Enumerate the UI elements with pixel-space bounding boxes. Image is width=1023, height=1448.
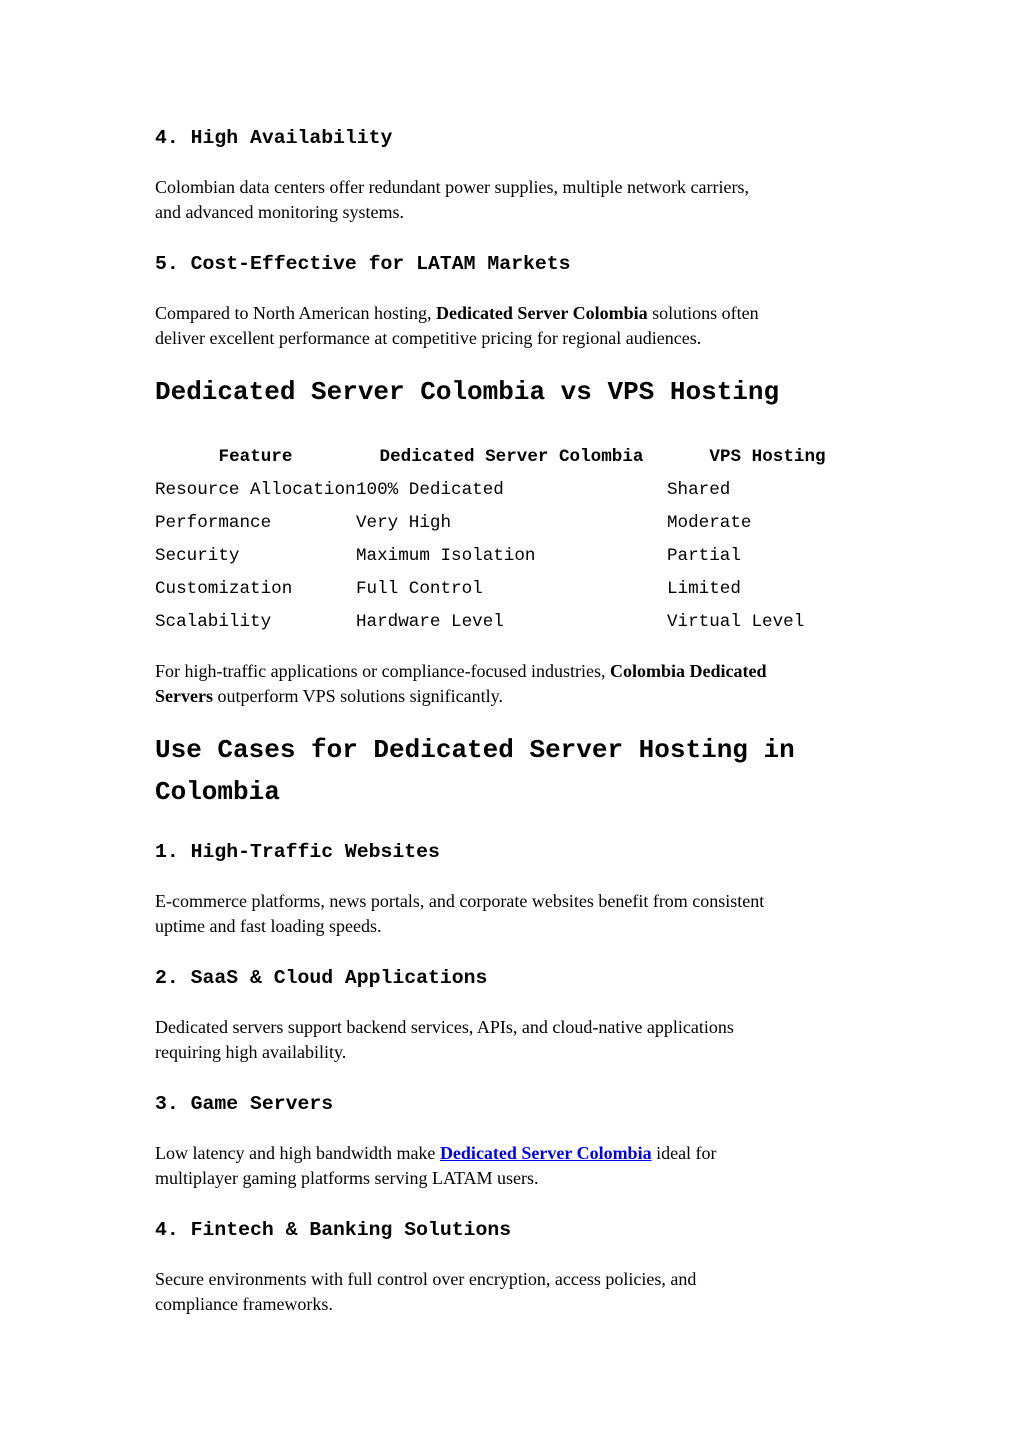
text-run: and advanced monitoring systems. [155,202,404,222]
para-outperform [155,659,868,709]
text-line [155,1040,868,1065]
table-row-scalability [155,606,868,639]
table-cell-scalability-1: Hardware Level [356,612,504,632]
table-cell-security-0: Security [155,546,240,566]
table-cell-performance-2: Moderate [667,513,752,533]
text-line [155,659,868,684]
table-header-row [155,441,868,474]
table-cell-customization-2: Limited [667,579,741,599]
dedicated-server-colombia-link[interactable]: Dedicated Server Colombia [439,1143,652,1163]
heading-high-traffic-websites: 1. High-Traffic Websites [155,841,440,863]
column-header-vps-hosting: VPS Hosting [709,447,826,467]
para-game-servers [155,1141,868,1191]
text-run: Colombian data centers offer redundant power supplies, multiple network carriers, [155,177,749,197]
table-row-customization [155,573,868,606]
text-line [155,326,868,351]
para-high-traffic-websites [155,889,868,939]
para-high-availability [155,175,868,225]
table-cell-performance-0: Performance [155,513,272,533]
text-line [155,175,868,200]
table-cell-scalability-0: Scalability [155,612,272,632]
bold-run: Dedicated Server Colombia [435,303,648,323]
heading-game-servers: 3. Game Servers [155,1093,334,1115]
text-run: compliance frameworks. [155,1294,333,1314]
table-cell-resource-allocation-1: 100% Dedicated [356,480,504,500]
heading-high-availability: 4. High Availability [155,127,393,149]
heading-use-cases: Use Cases for Dedicated Server Hosting in Colombia [155,735,795,807]
table-cell-customization-1: Full Control [356,579,483,599]
column-header-feature: Feature [218,447,293,467]
text-run: requiring high availability. [155,1042,347,1062]
text-run: solutions often [647,303,759,323]
para-fintech-banking [155,1267,868,1317]
text-run: multiplayer gaming platforms serving LATAM users. [155,1168,539,1188]
text-run: Compared to North American hosting, [155,303,436,323]
table-cell-security-2: Partial [667,546,741,566]
table-row-resource-allocation [155,474,868,507]
text-line [155,684,868,709]
table-cell-customization-0: Customization [155,579,293,599]
para-cost-effective [155,301,868,351]
table-row-security [155,540,868,573]
text-run: ideal for [651,1143,717,1163]
table-cell-scalability-2: Virtual Level [667,612,805,632]
text-line [155,200,868,225]
comparison-table [155,441,868,639]
text-run: deliver excellent performance at competitive pricing for regional audiences. [155,328,702,348]
heading-vs-vps: Dedicated Server Colombia vs VPS Hosting [155,377,780,407]
heading-fintech-banking: 4. Fintech & Banking Solutions [155,1219,512,1241]
text-line [155,1015,868,1040]
text-line [155,914,868,939]
text-run: Low latency and high bandwidth make [155,1143,440,1163]
heading-cost-effective: 5. Cost-Effective for LATAM Markets [155,253,571,275]
text-line [155,1292,868,1317]
text-line [155,301,868,326]
text-run: outperform VPS solutions significantly. [212,686,503,706]
para-saas-cloud [155,1015,868,1065]
text-run: Secure environments with full control over encryption, access policies, and [155,1269,697,1289]
text-line [155,1166,868,1191]
text-run: E-commerce platforms, news portals, and corporate websites benefit from consistent [155,891,765,911]
table-cell-security-1: Maximum Isolation [356,546,536,566]
text-line [155,889,868,914]
table-cell-resource-allocation-0: Resource Allocation [155,480,356,500]
text-run: uptime and fast loading speeds. [155,916,382,936]
text-line [155,1141,868,1166]
table-cell-resource-allocation-2: Shared [667,480,731,500]
text-line [155,1267,868,1292]
table-cell-performance-1: Very High [356,513,452,533]
heading-saas-cloud: 2. SaaS & Cloud Applications [155,967,488,989]
column-header-dedicated-server-colombia: Dedicated Server Colombia [379,447,644,467]
bold-run: Servers [155,686,213,706]
text-run: For high-traffic applications or compliance-focused industries, [155,661,611,681]
bold-run: Colombia Dedicated [610,661,767,681]
table-row-performance [155,507,868,540]
text-run: Dedicated servers support backend services, APIs, and cloud-native applications [155,1017,734,1037]
